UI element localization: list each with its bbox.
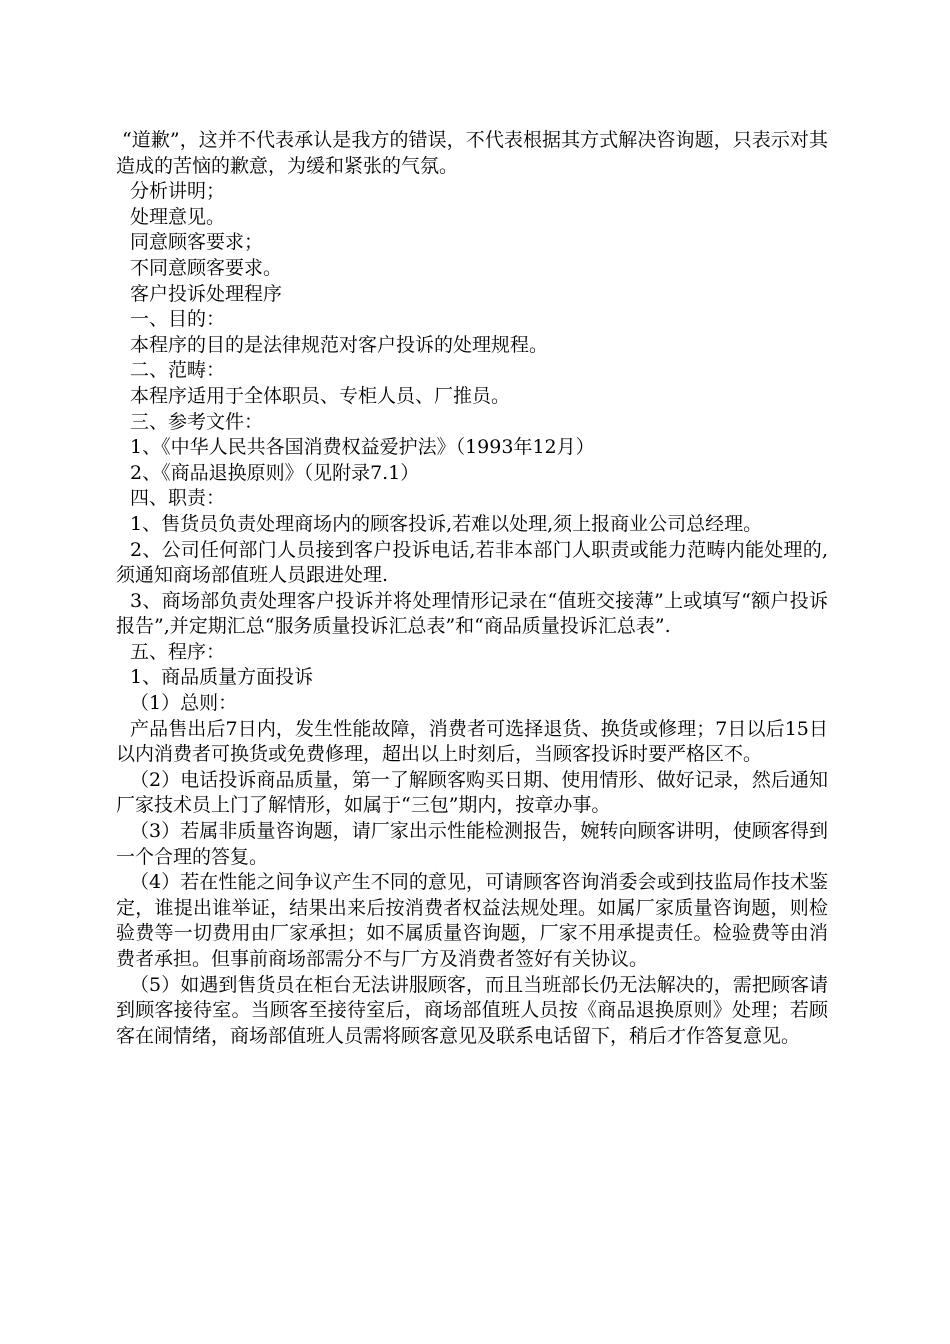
paragraph-phone-complaint: （2）电话投诉商品质量，第一了解顾客购买日期、使用情形、做好记录，然后通知厂家技术员上门了解情形，如属于“三包”期内，按章办事。 (116, 768, 828, 817)
heading-duties: 四、职责： (130, 487, 226, 510)
paragraph-analysis: 分析讲明； (130, 180, 226, 203)
subheading-quality-complaints: 1、商品质量方面投诉 (130, 666, 314, 689)
reference-item-2: 2、《商品退换原则》（见附录7.1） (130, 461, 420, 484)
paragraph-dispute: （4）若在性能之间争议产生不同的意见，可请顾客咨询消委会或到技监局作技术鉴定，谁提出谁举证，结果出来后按消费者权益法规处理。如属厂家质量咨询题，则检验费等一切费用由厂家承担；如不属质量咨询题，厂家不用承提责任。检验费等由消费者承担。但事前商场部需分不与厂方及消费者签好有关协议。 (116, 871, 828, 970)
document-page (116, 128, 828, 1049)
heading-scope: 二、范畴： (130, 359, 226, 382)
paragraph-scope: 本程序适用于全体职员、专柜人员、厂推员。 (130, 384, 511, 407)
heading-references: 三、参考文件： (130, 410, 264, 433)
paragraph-agree: 同意顾客要求； (130, 231, 264, 254)
paragraph-non-quality: （3）若属非质量咨询题，请厂家出示性能检测报告，婉转向顾客讲明，使顾客得到一个合理的答复。 (116, 820, 828, 868)
paragraph-disagree: 不同意顾客要求。 (130, 256, 283, 279)
paragraph-opinion: 处理意见。 (130, 205, 226, 228)
duty-item-1: 1、售货员负责处理商场内的顾客投诉,若难以处理,须上报商业公司总经理。 (130, 512, 763, 535)
paragraph-purpose: 本程序的目的是法律规范对客户投诉的处理规程。 (130, 333, 549, 356)
heading-purpose: 一、目的： (130, 308, 226, 331)
duty-item-3: 3、商场部负责处理客户投诉并将处理情形记录在“值班交接薄”上或填写“额户投诉报告”,并定期汇总“服务质量投诉汇总表”和“商品质量投诉汇总表”. (116, 589, 828, 638)
paragraph-reception: （5）如遇到售货员在柜台无法讲服顾客，而且当班部长仍无法解决的，需把顾客请到顾客接待室。当顾客至接待室后，商场部值班人员按《商品退换原则》处理；若顾客在闹情绪，商场部值班人员需将顾客意见及联系电话留下，稍后才作答复意见。 (116, 973, 828, 1047)
duty-item-2: 2、公司任何部门人员接到客户投诉电话,若非本部门人职责或能力范畴内能处理的,须通知商场部值班人员跟进处理. (116, 538, 828, 587)
section-title: 客户投诉处理程序 (130, 282, 283, 305)
heading-procedure: 五、程序： (130, 640, 226, 663)
paragraph-apology: “道歉”，这并不代表承认是我方的错误，不代表根据其方式解决咨询题，只表示对其造成的苦恼的歉意，为缓和紧张的气氛。 (116, 129, 828, 177)
subheading-general: （1）总则： (130, 692, 238, 715)
reference-item-1: 1、《中华人民共各国消费权益爱护法》（1993年12月） (130, 436, 595, 459)
paragraph-general: 产品售出后7日内，发生性能故障，消费者可选择退货、换货或修理；7日以后15日以内消费者可换货或免费修理，超出以上时刻后，当顾客投诉时要严格区不。 (116, 717, 828, 766)
